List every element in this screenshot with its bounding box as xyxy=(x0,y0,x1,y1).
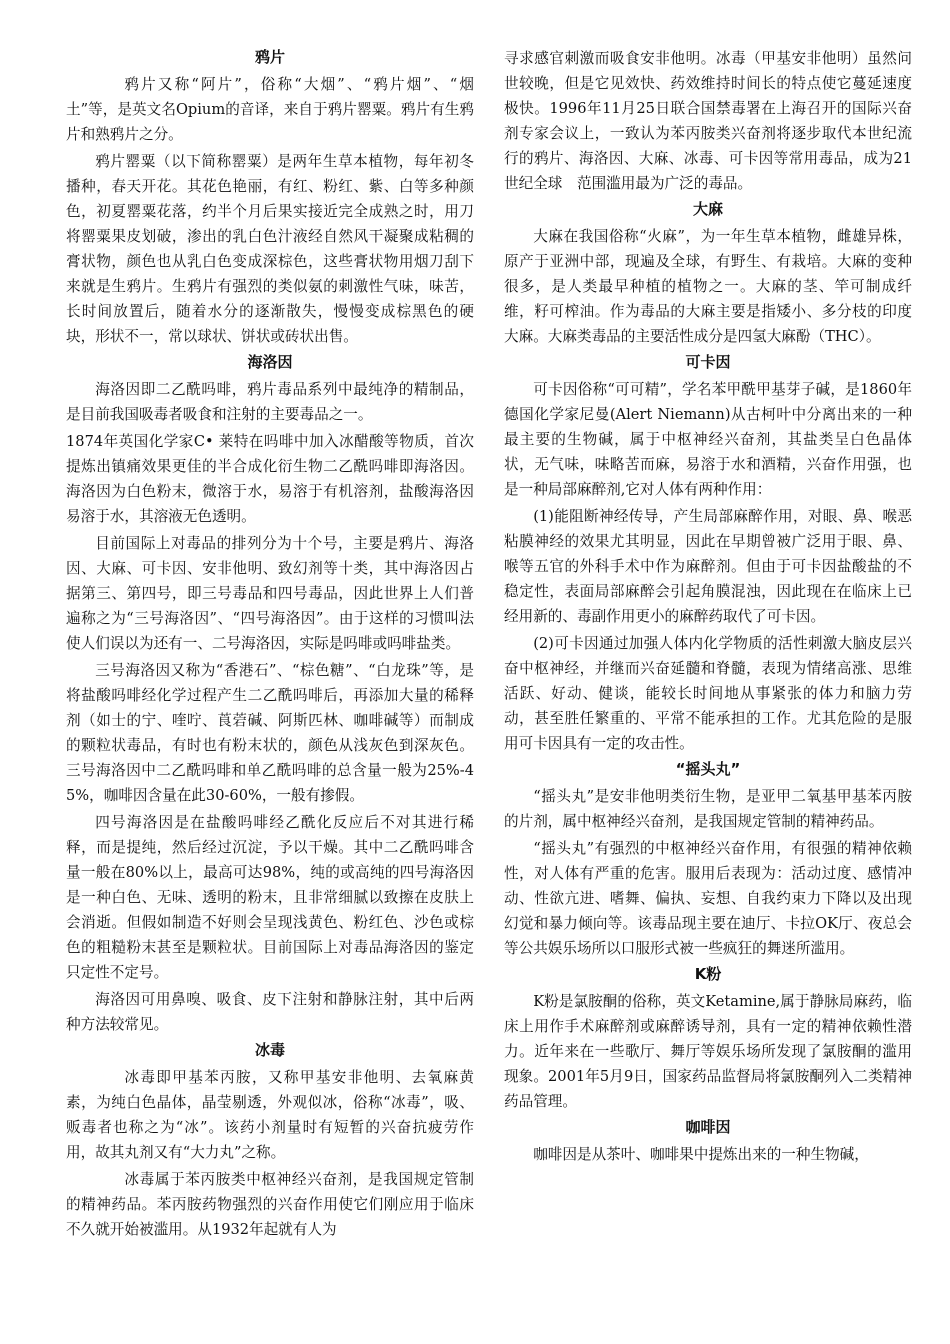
section-heading: 鸦片 xyxy=(254,48,285,66)
paragraph: 海洛因即二乙酰吗啡，鸦片毒品系列中最纯净的精制品，是目前我国吸毒者吸食和注射的主要毒品之一。 xyxy=(66,381,474,423)
paragraph: 四号海洛因是在盐酸吗啡经乙酰化反应后不对其进行稀释，而是提纯，然后经过沉淀，予以干燥。其中二乙酰吗啡含量一般在80%以上，最高可达98%，纯的或高纯的四号海洛因是一种白色、无味、透明的粉末，且非常细腻以致擦在皮肤上会消逝。但假如制造不好则会呈现浅黄色、粉红色、沙色或棕色的粗糙粉末甚至是颗粒状。目前国际上对毒品海洛因的鉴定只定性不定号。 xyxy=(66,814,474,981)
paragraph: 冰毒即甲基苯丙胺，又称甲基安非他明、去氧麻黄素，为纯白色晶体，晶莹剔透，外观似冰，俗称“冰毒”，吸、贩毒者也称之为“冰”。该药小剂量时有短暂的兴奋抗疲劳作用，故其丸剂又有“大力丸”之称。 xyxy=(66,1069,474,1161)
section-heading: 冰毒 xyxy=(254,1041,285,1059)
document-page xyxy=(66,46,912,1336)
left-column xyxy=(66,46,474,1336)
section-heading: 咖啡因 xyxy=(685,1118,731,1136)
paragraph: 冰毒属于苯丙胺类中枢神经兴奋剂，是我国规定管制的精神药品。苯丙胺药物强烈的兴奋作用使它们刚应用于临床不久就开始被滥用。从1932年起就有人为 xyxy=(66,1171,474,1238)
section-heading: “摇头丸” xyxy=(675,760,741,778)
paragraph: (2)可卡因通过加强人体内化学物质的活性刺激大脑皮层兴奋中枢神经，并继而兴奋延髓和脊髓，表现为情绪高涨、思维活跃、好动、健谈，能较长时间地从事紧张的体力和脑力劳动，甚至胜任繁重的、平常不能承担的工作。尤其危险的是服用可卡因具有一定的攻击性。 xyxy=(504,635,912,752)
paragraph: 目前国际上对毒品的排列分为十个号，主要是鸦片、海洛因、大麻、可卡因、安非他明、致幻剂等十类，其中海洛因占据第三、第四号，即三号毒品和四号毒品，因此世界上人们普遍称之为“三号海洛因”、“四号海洛因”。由于这样的习惯叫法使人们误以为还有一、二号海洛因，实际是吗啡或吗啡盐类。 xyxy=(66,535,474,652)
paragraph: K粉是氯胺酮的俗称，英文Ketamine,属于静脉局麻药，临床上用作手术麻醉剂或麻醉诱导剂，具有一定的精神依赖性潜力。近年来在一些歌厅、舞厅等娱乐场所发现了氯胺酮的滥用现象。2001年5月9日，国家药品监督局将氯胺酮列入二类精神药品管理。 xyxy=(504,993,912,1110)
section-heading: 可卡因 xyxy=(685,353,731,371)
right-column xyxy=(504,46,912,1336)
paragraph: 咖啡因是从茶叶、咖啡果中提炼出来的一种生物碱， xyxy=(533,1146,869,1163)
paragraph: 海洛因可用鼻嗅、吸食、皮下注射和静脉注射，其中后两种方法较常见。 xyxy=(66,991,474,1033)
paragraph: 可卡因俗称“可可精”，学名苯甲酰甲基芽子碱，是1860年德国化学家尼曼(Alert Niemann)从古柯叶中分离出来的一种最主要的生物碱，属于中枢神经兴奋剂，其盐类呈白色晶体状，无气味，味略苦而麻，易溶于水和酒精，兴奋作用强，也是一种局部麻醉剂,它对人体有两种作用： xyxy=(504,381,912,498)
paragraph: 大麻在我国俗称“火麻”，为一年生草本植物，雌雄异株，原产于亚洲中部，现遍及全球，有野生、有栽培。大麻的变种很多，是人类最早种植的植物之一。大麻的茎、竿可制成纤维，籽可榨油。作为毒品的大麻主要是指矮小、多分枝的印度大麻。大麻类毒品的主要活性成分是四氢大麻酚（THC）。 xyxy=(504,228,912,345)
section-heading: K粉 xyxy=(694,965,722,983)
paragraph: “摇头丸”有强烈的中枢神经兴奋作用，有很强的精神依赖性，对人体有严重的危害。服用后表现为：活动过度、感情冲动、性欲亢进、嗜舞、偏执、妄想、自我约束力下降以及出现幻觉和暴力倾向等。该毒品现主要在迪厅、卡拉OK厅、夜总会等公共娱乐场所以口服形式被一些疯狂的舞迷所滥用。 xyxy=(504,840,912,957)
section-heading: 海洛因 xyxy=(247,353,293,371)
paragraph: 鸦片又称“阿片”，俗称“大烟”、“鸦片烟”、“烟土”等，是英文名Opium的音译，来自于鸦片罂粟。鸦片有生鸦片和熟鸦片之分。 xyxy=(66,76,474,143)
paragraph: 寻求感官刺激而吸食安非他明。冰毒（甲基安非他明）虽然问世较晚，但是它见效快、药效维持时间长的特点使它蔓延速度极快。1996年11月25日联合国禁毒署在上海召开的国际兴奋剂专家会议上，一致认为苯丙胺类兴奋剂将逐步取代本世纪流行的鸦片、海洛因、大麻、冰毒、可卡因等常用毒品，成为21世纪全球 范围滥用最为广泛的毒品。 xyxy=(504,50,912,192)
paragraph: 三号海洛因又称为“香港石”、“棕色糖”、“白龙珠”等，是将盐酸吗啡经化学过程产生二乙酰吗啡后，再添加大量的稀释剂（如士的宁、喹咛、莨菪碱、阿斯匹林、咖啡碱等）而制成的颗粒状毒品，有时也有粉末状的，颜色从浅灰色到深灰色。三号海洛因中二乙酰吗啡和单乙酰吗啡的总含量一般为25%-45%，咖啡因含量在此30-60%，一般有掺假。 xyxy=(66,662,474,804)
paragraph: 1874年英国化学家C• 莱特在吗啡中加入冰醋酸等物质，首次提炼出镇痛效果更佳的半合成化衍生物二乙酰吗啡即海洛因。海洛因为白色粉末，微溶于水，易溶于有机溶剂，盐酸海洛因易溶于水，其溶液无色透明。 xyxy=(66,433,474,525)
paragraph: (1)能阻断神经传导，产生局部麻醉作用，对眼、鼻、喉恶粘膜神经的效果尤其明显，因此在早期曾被广泛用于眼、鼻、喉等五官的外科手术中作为麻醉剂。但由于可卡因盐酸盐的不稳定性，表面局部麻醉会引起角膜混浊，因此现在在临床上已经用新的、毒副作用更小的麻醉药取代了可卡因。 xyxy=(504,508,912,625)
paragraph: 鸦片罂粟（以下简称罂粟）是两年生草本植物，每年初冬播种，春天开花。其花色艳丽，有红、粉红、紫、白等多种颜色，初夏罂粟花落，约半个月后果实接近完全成熟之时，用刀将罂粟果皮划破，渗出的乳白色汁液经自然风干凝聚成粘稠的膏状物，颜色也从乳白色变成深棕色，这些膏状物用烟刀刮下来就是生鸦片。生鸦片有强烈的类似氨的刺激性气味，味苦，长时间放置后，随着水分的逐渐散失，慢慢变成棕黑色的硬块，形状不一，常以球状、饼状或砖状出售。 xyxy=(66,153,474,345)
paragraph: “摇头丸”是安非他明类衍生物，是亚甲二氧基甲基苯丙胺的片剂，属中枢神经兴奋剂，是我国规定管制的精神药品。 xyxy=(504,788,912,830)
section-heading: 大麻 xyxy=(692,200,723,218)
